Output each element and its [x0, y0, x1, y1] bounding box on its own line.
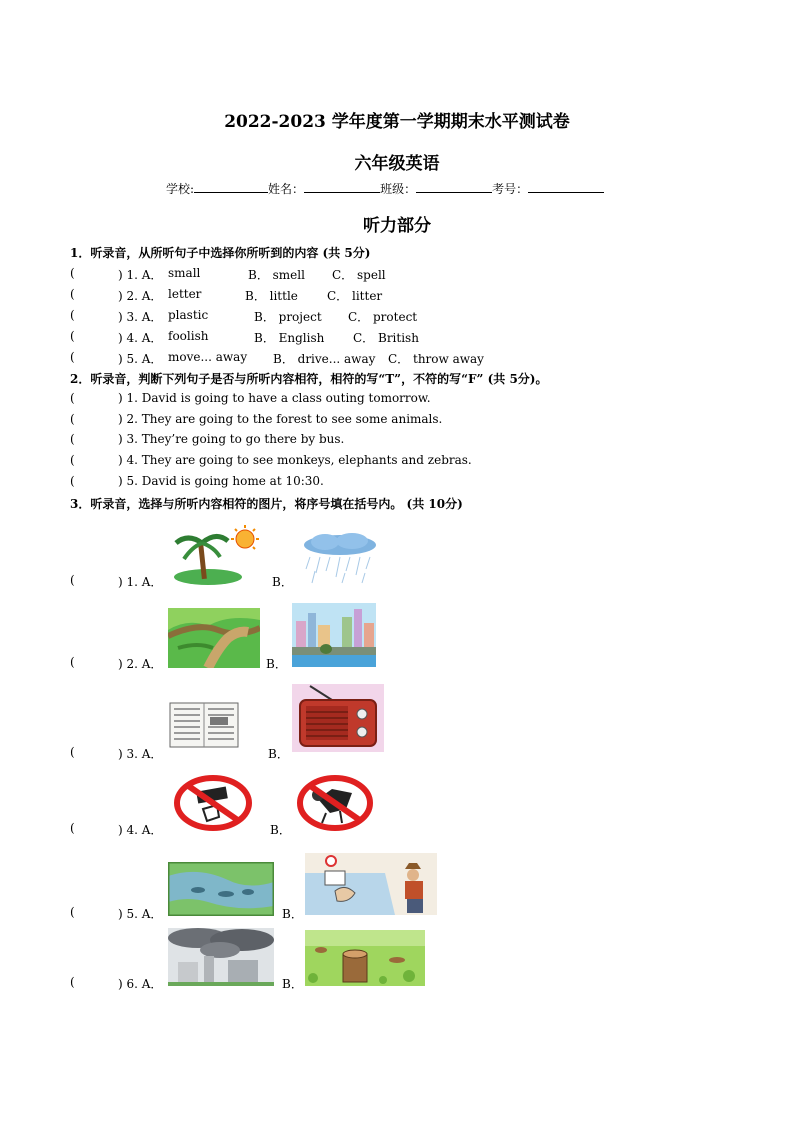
name-field[interactable]: [304, 180, 380, 193]
option-b: B． smell: [248, 268, 305, 282]
option-b: B． drive... away: [273, 352, 376, 366]
part2-statement: ) 2. They are going to the forest to see some animals.: [118, 412, 443, 426]
option-c: C． spell: [332, 268, 386, 282]
part2-heading: 2．听录音，判断下列句子是否与所听内容相符，相符的写“T”，不符的写“F” (共 5分)。: [70, 372, 548, 386]
cut-tree-stump-picture: [305, 930, 425, 986]
part2-item: (: [70, 412, 75, 426]
rain-cloud-picture: [300, 533, 380, 585]
part2-statement: ) 5. David is going home at 10:30.: [118, 474, 324, 488]
option-c: C． throw away: [388, 352, 484, 366]
part3-item: (: [70, 905, 75, 919]
no-littering-sign-picture: [173, 775, 253, 831]
part1-item-number: ) 5. A．: [118, 352, 163, 366]
part2-statement: ) 3. They’re going to go there by bus.: [118, 432, 345, 446]
part3-item: (: [70, 745, 75, 759]
part3-item-number: ) 2. A．: [118, 657, 163, 671]
part1-item: (: [70, 266, 75, 280]
part1-item: (: [70, 308, 75, 322]
part1-item-number: ) 4. A．: [118, 331, 163, 345]
newspaper-picture: [168, 699, 240, 751]
part3-item-number: ) 4. A．: [118, 823, 163, 837]
part2-statement: ) 1. David is going to have a class outing tomorrow.: [118, 391, 431, 405]
part1-item-number: ) 1. A．: [118, 268, 163, 282]
part3-item: (: [70, 655, 75, 669]
city-picture: [292, 603, 376, 667]
option-b-label: B．: [270, 823, 291, 837]
part2-statement: ) 4. They are going to see monkeys, elephants and zebras.: [118, 453, 472, 467]
part2-item: (: [70, 432, 75, 446]
part3-heading: 3．听录音，选择与所听内容相符的图片，将序号填在括号内。 (共 10分): [70, 497, 463, 511]
option-b-label: B．: [282, 977, 303, 991]
part3-item-number: ) 3. A．: [118, 747, 163, 761]
option-a: plastic: [168, 308, 209, 322]
part1-item: (: [70, 329, 75, 343]
fishing-man-picture: [305, 853, 437, 915]
part1-item: (: [70, 287, 75, 301]
option-a: foolish: [168, 329, 209, 343]
exam-title: 2022-2023 学年度第一学期期末水平测试卷: [224, 112, 570, 132]
polluted-river-picture: [168, 862, 274, 916]
air-pollution-factory-picture: [168, 928, 274, 986]
option-b-label: B．: [272, 575, 293, 589]
part3-item-number: ) 1. A．: [118, 575, 163, 589]
school-field[interactable]: [194, 180, 268, 193]
part1-heading: 1．听录音，从所听句子中选择你所听到的内容 (共 5分): [70, 246, 371, 260]
part1-item-number: ) 2. A．: [118, 289, 163, 303]
option-b: B． project: [254, 310, 322, 324]
school-label: 学校:: [166, 182, 195, 196]
great-wall-picture: [168, 608, 260, 668]
part1-item-number: ) 3. A．: [118, 310, 163, 324]
option-c: C． litter: [327, 289, 383, 303]
subject-title: 六年级英语: [354, 154, 440, 174]
class-field[interactable]: [416, 180, 492, 193]
part3-item-number: ) 6. A．: [118, 977, 163, 991]
part2-item: (: [70, 453, 75, 467]
option-b-label: B．: [268, 747, 289, 761]
class-label: 班级：: [380, 182, 417, 196]
option-a: letter: [168, 287, 202, 301]
option-b-label: B．: [266, 657, 287, 671]
option-b: B． English: [254, 331, 325, 345]
part2-item: (: [70, 391, 75, 405]
option-a: small: [168, 266, 201, 280]
part1-item: (: [70, 350, 75, 364]
beach-palm-sun-picture: [170, 525, 264, 585]
no-hunting-sign-picture: [296, 775, 374, 831]
exam-number-label: 考号：: [492, 182, 529, 196]
exam-number-field[interactable]: [528, 180, 604, 193]
option-a: move... away: [168, 350, 248, 364]
radio-picture: [292, 684, 384, 752]
option-c: C． British: [353, 331, 419, 345]
name-label: 姓名：: [268, 182, 305, 196]
listening-section-title: 听力部分: [363, 216, 431, 236]
option-b-label: B．: [282, 907, 303, 921]
part3-item: (: [70, 573, 75, 587]
option-c: C． protect: [348, 310, 418, 324]
option-b: B． little: [245, 289, 298, 303]
part2-item: (: [70, 474, 75, 488]
part3-item: (: [70, 975, 75, 989]
student-info-row: [166, 180, 604, 197]
part3-item-number: ) 5. A．: [118, 907, 163, 921]
part3-item: (: [70, 821, 75, 835]
